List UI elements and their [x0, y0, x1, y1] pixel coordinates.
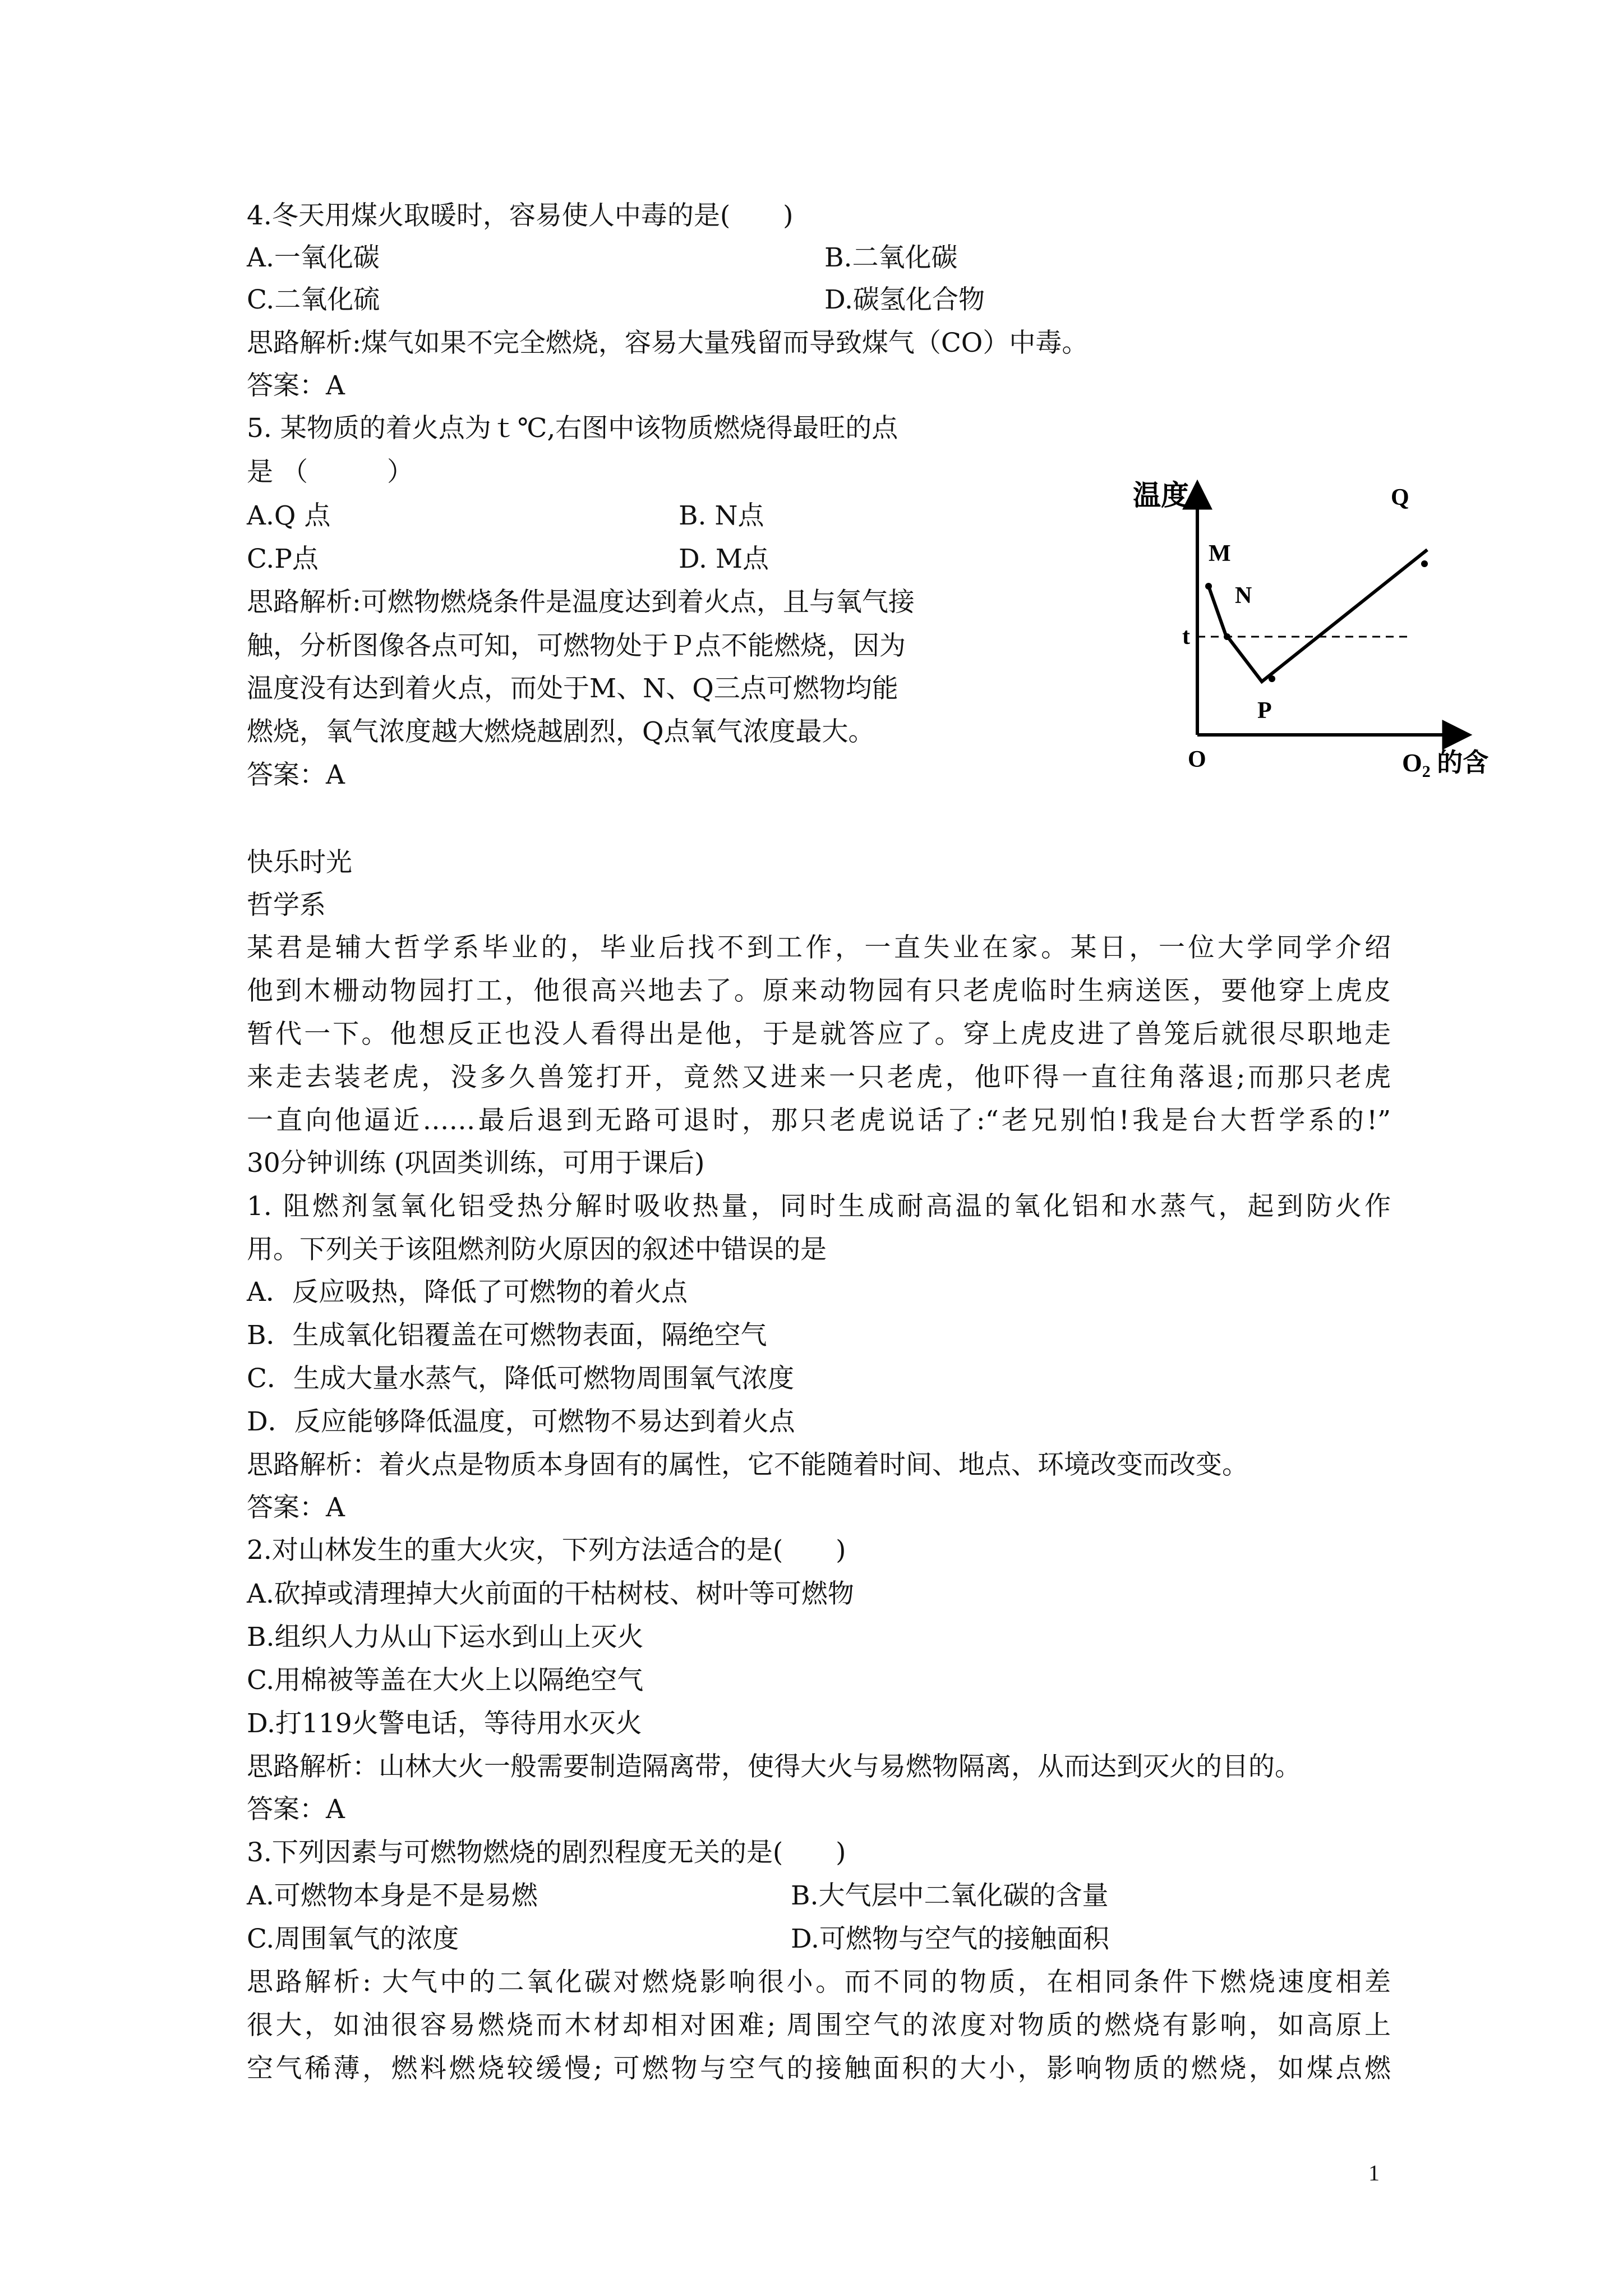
threshold-t-label: t [1182, 624, 1190, 650]
story-title: 哲学系 [247, 890, 326, 921]
q5-option-d: D. M点 [679, 544, 769, 574]
t-q1-stem-line: 用。下列关于该阻燃剂防火原因的叙述中错误的是 [247, 1234, 827, 1265]
story-line: 某君是辅大哲学系毕业的，毕业后找不到工作，一直失业在家。某日，一位大学同学介绍 [247, 932, 1391, 963]
t-q1-option-d: D．反应能够降低温度，可燃物不易达到着火点 [247, 1406, 795, 1437]
q4-option-c: C.二氧化硫 [247, 284, 380, 315]
t-q2-option-d: D.打119火警电话，等待用水灭火 [247, 1708, 642, 1739]
q5-option-c: C.P点 [247, 544, 319, 574]
t-q3-analysis-line: 空气稀薄，燃料燃烧较缓慢; 可燃物与空气的接触面积的大小，影响物质的燃烧，如煤点燃 [247, 2053, 1391, 2084]
q5-stem-line2: 是 （ ） [247, 457, 413, 487]
q4-option-d: D.碳氢化合物 [824, 284, 985, 315]
q5-analysis-line: 触，分析图像各点可知，可燃物处于Ｐ点不能燃烧，因为 [247, 631, 906, 661]
q4-option-b: B.二氧化碳 [824, 242, 958, 273]
q5-analysis-line: 温度没有达到着火点，而处于M、N、Q三点可燃物均能 [247, 673, 898, 704]
x-axis-label: $O_2$ 的含 [1402, 748, 1489, 781]
temperature-oxygen-figure [1110, 471, 1503, 785]
t-q1-stem-line: 1. 阻燃剂氢氧化铝受热分解时吸收热量，同时生成耐高温的氧化铝和水蒸气，起到防火作 [247, 1191, 1391, 1222]
q4-option-a: A.一氧化碳 [247, 242, 380, 273]
q5-analysis-line: 思路解析:可燃物燃烧条件是温度达到着火点，且与氧气接 [247, 587, 915, 618]
t-q3-option-c: C.周围氧气的浓度 [247, 1924, 459, 1954]
t-q3-analysis-line: 很大，如油很容易燃烧而木材却相对困难; 周围空气的浓度对物质的燃烧有影响，如高原上 [247, 2010, 1391, 2041]
q5-option-a: A.Q 点 [247, 500, 331, 531]
t-q1-analysis: 思路解析：着火点是物质本身固有的属性，它不能随着时间、地点、环境改变而改变。 [247, 1450, 1248, 1480]
t-q1-option-b: B．生成氧化铝覆盖在可燃物表面，隔绝空气 [247, 1320, 767, 1351]
t-q3-option-d: D.可燃物与空气的接触面积 [791, 1924, 1109, 1954]
training-header: 30分钟训练 (巩固类训练，可用于课后) [247, 1148, 705, 1179]
q4-stem: 4.冬天用煤火取暖时，容易使人中毒的是( ) [247, 200, 794, 231]
origin-label: O [1188, 747, 1206, 772]
point-p-label: P [1257, 698, 1272, 724]
temperature-curve [1209, 550, 1427, 682]
story-line: 他到木栅动物园打工，他很高兴地去了。原来动物园有只老虎临时生病送医，要他穿上虎皮 [247, 976, 1391, 1006]
point-n-dot [1224, 633, 1230, 640]
t-q2-stem: 2.对山林发生的重大火灾，下列方法适合的是( ) [247, 1535, 846, 1566]
t-q3-option-a: A.可燃物本身是不是易燃 [247, 1880, 538, 1911]
t-q3-analysis-line: 思路解析: 大气中的二氧化碳对燃烧影响很小。而不同的物质，在相同条件下燃烧速度相差 [247, 1967, 1391, 1998]
t-q1-answer: 答案：A [247, 1492, 345, 1523]
t-q2-option-c: C.用棉被等盖在大火上以隔绝空气 [247, 1665, 644, 1696]
section-title: 快乐时光 [247, 847, 352, 878]
q5-analysis-line: 燃烧，氧气浓度越大燃烧越剧烈，Q点氧气浓度最大。 [247, 716, 875, 747]
page-number: 1 [1368, 2160, 1380, 2185]
story-line: 来走去装老虎，没多久兽笼打开，竟然又进来一只老虎，他吓得一直往角落退;而那只老虎 [247, 1062, 1391, 1093]
point-m-label: M [1209, 541, 1231, 567]
point-m-dot [1205, 583, 1212, 590]
t-q2-option-a: A.砍掉或清理掉大火前面的干枯树枝、树叶等可燃物 [247, 1579, 854, 1609]
q5-answer: 答案：A [247, 760, 345, 790]
story-line: 一直向他逼近……最后退到无路可退时，那只老虎说话了:“老兄别怕!我是台大哲学系的!” [247, 1105, 1391, 1136]
t-q3-option-b: B.大气层中二氧化碳的含量 [791, 1880, 1109, 1911]
q4-answer: 答案：A [247, 370, 345, 401]
q5-option-b: B. N点 [679, 500, 764, 531]
story-line: 暂代一下。他想反正也没人看得出是他，于是就答应了。穿上虎皮进了兽笼后就很尽职地走 [247, 1019, 1391, 1050]
t-q3-stem: 3.下列因素与可燃物燃烧的剧烈程度无关的是( ) [247, 1837, 846, 1868]
point-p-dot [1269, 675, 1275, 682]
y-axis-label: 温度 [1133, 480, 1189, 511]
point-n-label: N [1235, 583, 1252, 609]
t-q2-answer: 答案：A [247, 1794, 345, 1825]
t-q1-option-c: C．生成大量水蒸气，降低可燃物周围氧气浓度 [247, 1363, 794, 1394]
q4-analysis: 思路解析:煤气如果不完全燃烧，容易大量残留而导致煤气（CO）中毒。 [247, 328, 1089, 358]
t-q2-analysis: 思路解析：山林大火一般需要制造隔离带，使得大火与易燃物隔离，从而达到灭火的目的。 [247, 1751, 1301, 1782]
t-q2-option-b: B.组织人力从山下运水到山上灭火 [247, 1622, 644, 1653]
q5-stem-line1: 5. 某物质的着火点为ｔ℃,右图中该物质燃烧得最旺的点 [247, 413, 898, 444]
point-q-dot [1421, 560, 1428, 567]
t-q1-option-a: A．反应吸热，降低了可燃物的着火点 [247, 1277, 688, 1308]
point-q-label: Q [1391, 485, 1409, 510]
